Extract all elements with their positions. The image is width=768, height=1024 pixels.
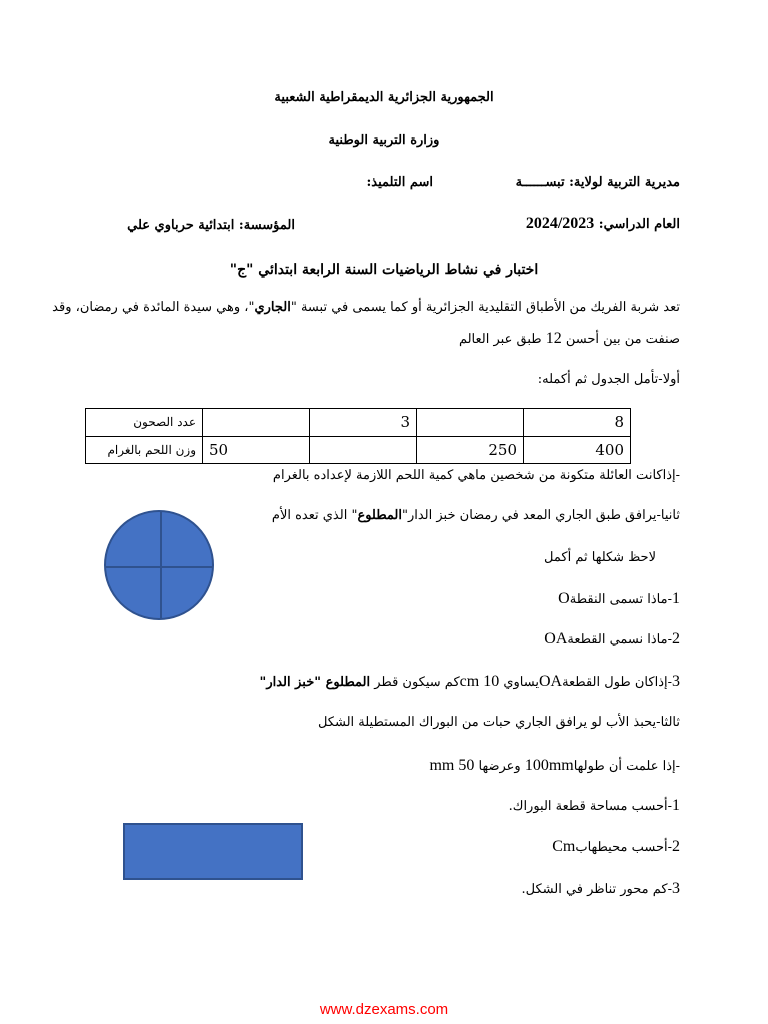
part2-title-bold: المطلوع bbox=[357, 508, 402, 523]
table-cell[interactable]: 400 bbox=[524, 436, 631, 464]
table-cell[interactable]: 8 bbox=[524, 409, 631, 437]
school-year bbox=[360, 215, 680, 233]
republic-title: الجمهورية الجزائرية الديمقراطية الشعبية bbox=[274, 90, 494, 105]
q-text: يساوي bbox=[499, 675, 539, 690]
part3-q1 bbox=[280, 797, 680, 815]
given-text: وعرضها bbox=[474, 759, 525, 774]
school-year-label: العام الدراسي: bbox=[594, 217, 680, 232]
table-row-label: وزن اللحم بالغرام bbox=[86, 436, 203, 464]
part3-q3 bbox=[280, 880, 680, 898]
q-text: -أحسب محيطهاب bbox=[575, 840, 672, 855]
q-value: cm 10 bbox=[459, 673, 500, 690]
table-cell[interactable] bbox=[417, 409, 524, 437]
circle-figure bbox=[104, 510, 214, 620]
part1-title: أولا-تأمل الجدول ثم أكمله: bbox=[537, 372, 680, 387]
q-text: -كم محور تناظر في الشكل. bbox=[521, 882, 672, 897]
q-text: -ماذا تسمى النقطة bbox=[569, 592, 672, 607]
table-cell[interactable] bbox=[203, 409, 310, 437]
intro-text-d: طبق عبر العالم bbox=[458, 332, 546, 347]
q-number: 3 bbox=[672, 673, 680, 690]
table-cell[interactable]: 250 bbox=[417, 436, 524, 464]
table-cell[interactable]: 3 bbox=[310, 409, 417, 437]
part2-title-b: " الذي تعده الأم bbox=[271, 508, 358, 523]
q-text: -إذاكان طول القطعة bbox=[562, 675, 672, 690]
exam-title: اختبار في نشاط الرياضيات السنة الرابعة ابتدائي "ج" bbox=[229, 262, 539, 278]
institution: المؤسسة: ابتدائية حرباوي علي bbox=[127, 218, 295, 233]
q-letter: OA bbox=[544, 630, 568, 647]
intro-text-b: "، وهي سيدة المائدة في رمضان، وقد bbox=[52, 300, 255, 315]
intro-number: 12 bbox=[545, 330, 562, 347]
part2-q1 bbox=[280, 590, 680, 608]
part3-q2 bbox=[280, 838, 680, 856]
table-cell[interactable] bbox=[310, 436, 417, 464]
q-number: 1 bbox=[672, 590, 680, 607]
table-cell[interactable]: 50 bbox=[203, 436, 310, 464]
q-number: 2 bbox=[672, 838, 680, 855]
ministry-title: وزارة التربية الوطنية bbox=[328, 133, 440, 148]
student-name-text: اسم التلميذ: bbox=[366, 175, 433, 190]
q-bold: المطلوع "خبز الدار" bbox=[259, 675, 371, 690]
part2-q3 bbox=[80, 673, 680, 691]
circle-horizontal-line bbox=[106, 566, 212, 568]
intro-text-c: صنفت من بين أحسن bbox=[561, 332, 680, 347]
part3-given bbox=[180, 757, 680, 775]
q-unit: Cm bbox=[552, 838, 576, 855]
circle-vertical-line bbox=[160, 512, 162, 618]
q-text: -ماذا نسمي القطعة bbox=[567, 632, 672, 647]
footer-website-link[interactable]: www.dzexams.com bbox=[319, 1001, 449, 1018]
part3-title: ثالثا-يحبذ الأب لو يرافق الجاري حبات من البوراك المستطيلة الشكل bbox=[317, 715, 680, 730]
q-number: 3 bbox=[672, 880, 680, 897]
table-row bbox=[86, 409, 631, 437]
intro-line-2 bbox=[80, 330, 680, 348]
q-text: كم سيكون قطر bbox=[370, 675, 460, 690]
part2-title-a: ثانيا-يرافق طبق الجاري المعد في رمضان خبز الدار" bbox=[401, 508, 680, 523]
given-text: -إذا علمت أن طولها bbox=[573, 759, 680, 774]
given-length: 100mm bbox=[524, 757, 574, 774]
part1-question: -إذاكانت العائلة متكونة من شخصين ماهي كمية اللحم اللازمة لإعداده بالغرام bbox=[272, 468, 680, 483]
q-letter: O bbox=[558, 590, 570, 607]
data-table bbox=[85, 408, 631, 464]
intro-text-a: تعد شربة الفريك من الأطباق التقليدية الجزائرية أو كما يسمى في تبسة " bbox=[290, 300, 680, 315]
intro-line-1 bbox=[52, 300, 680, 315]
q-number: 1 bbox=[672, 797, 680, 814]
part2-instruction: لاحظ شكلها ثم أكمل bbox=[544, 550, 656, 565]
rectangle-figure bbox=[123, 823, 303, 880]
table-row bbox=[86, 436, 631, 464]
intro-bold: الجاري bbox=[254, 300, 291, 315]
school-year-value: 2024/2023 bbox=[525, 215, 595, 232]
directorate: مديرية التربية لولاية: تبســــــة bbox=[515, 175, 680, 190]
q-number: 2 bbox=[672, 630, 680, 647]
part2-q2 bbox=[280, 630, 680, 648]
q-text: -أحسب مساحة قطعة البوراك. bbox=[508, 799, 672, 814]
q-segment: OA bbox=[538, 673, 563, 690]
table-row-label: عدد الصحون bbox=[86, 409, 203, 437]
given-width: 50 mm bbox=[429, 757, 475, 774]
